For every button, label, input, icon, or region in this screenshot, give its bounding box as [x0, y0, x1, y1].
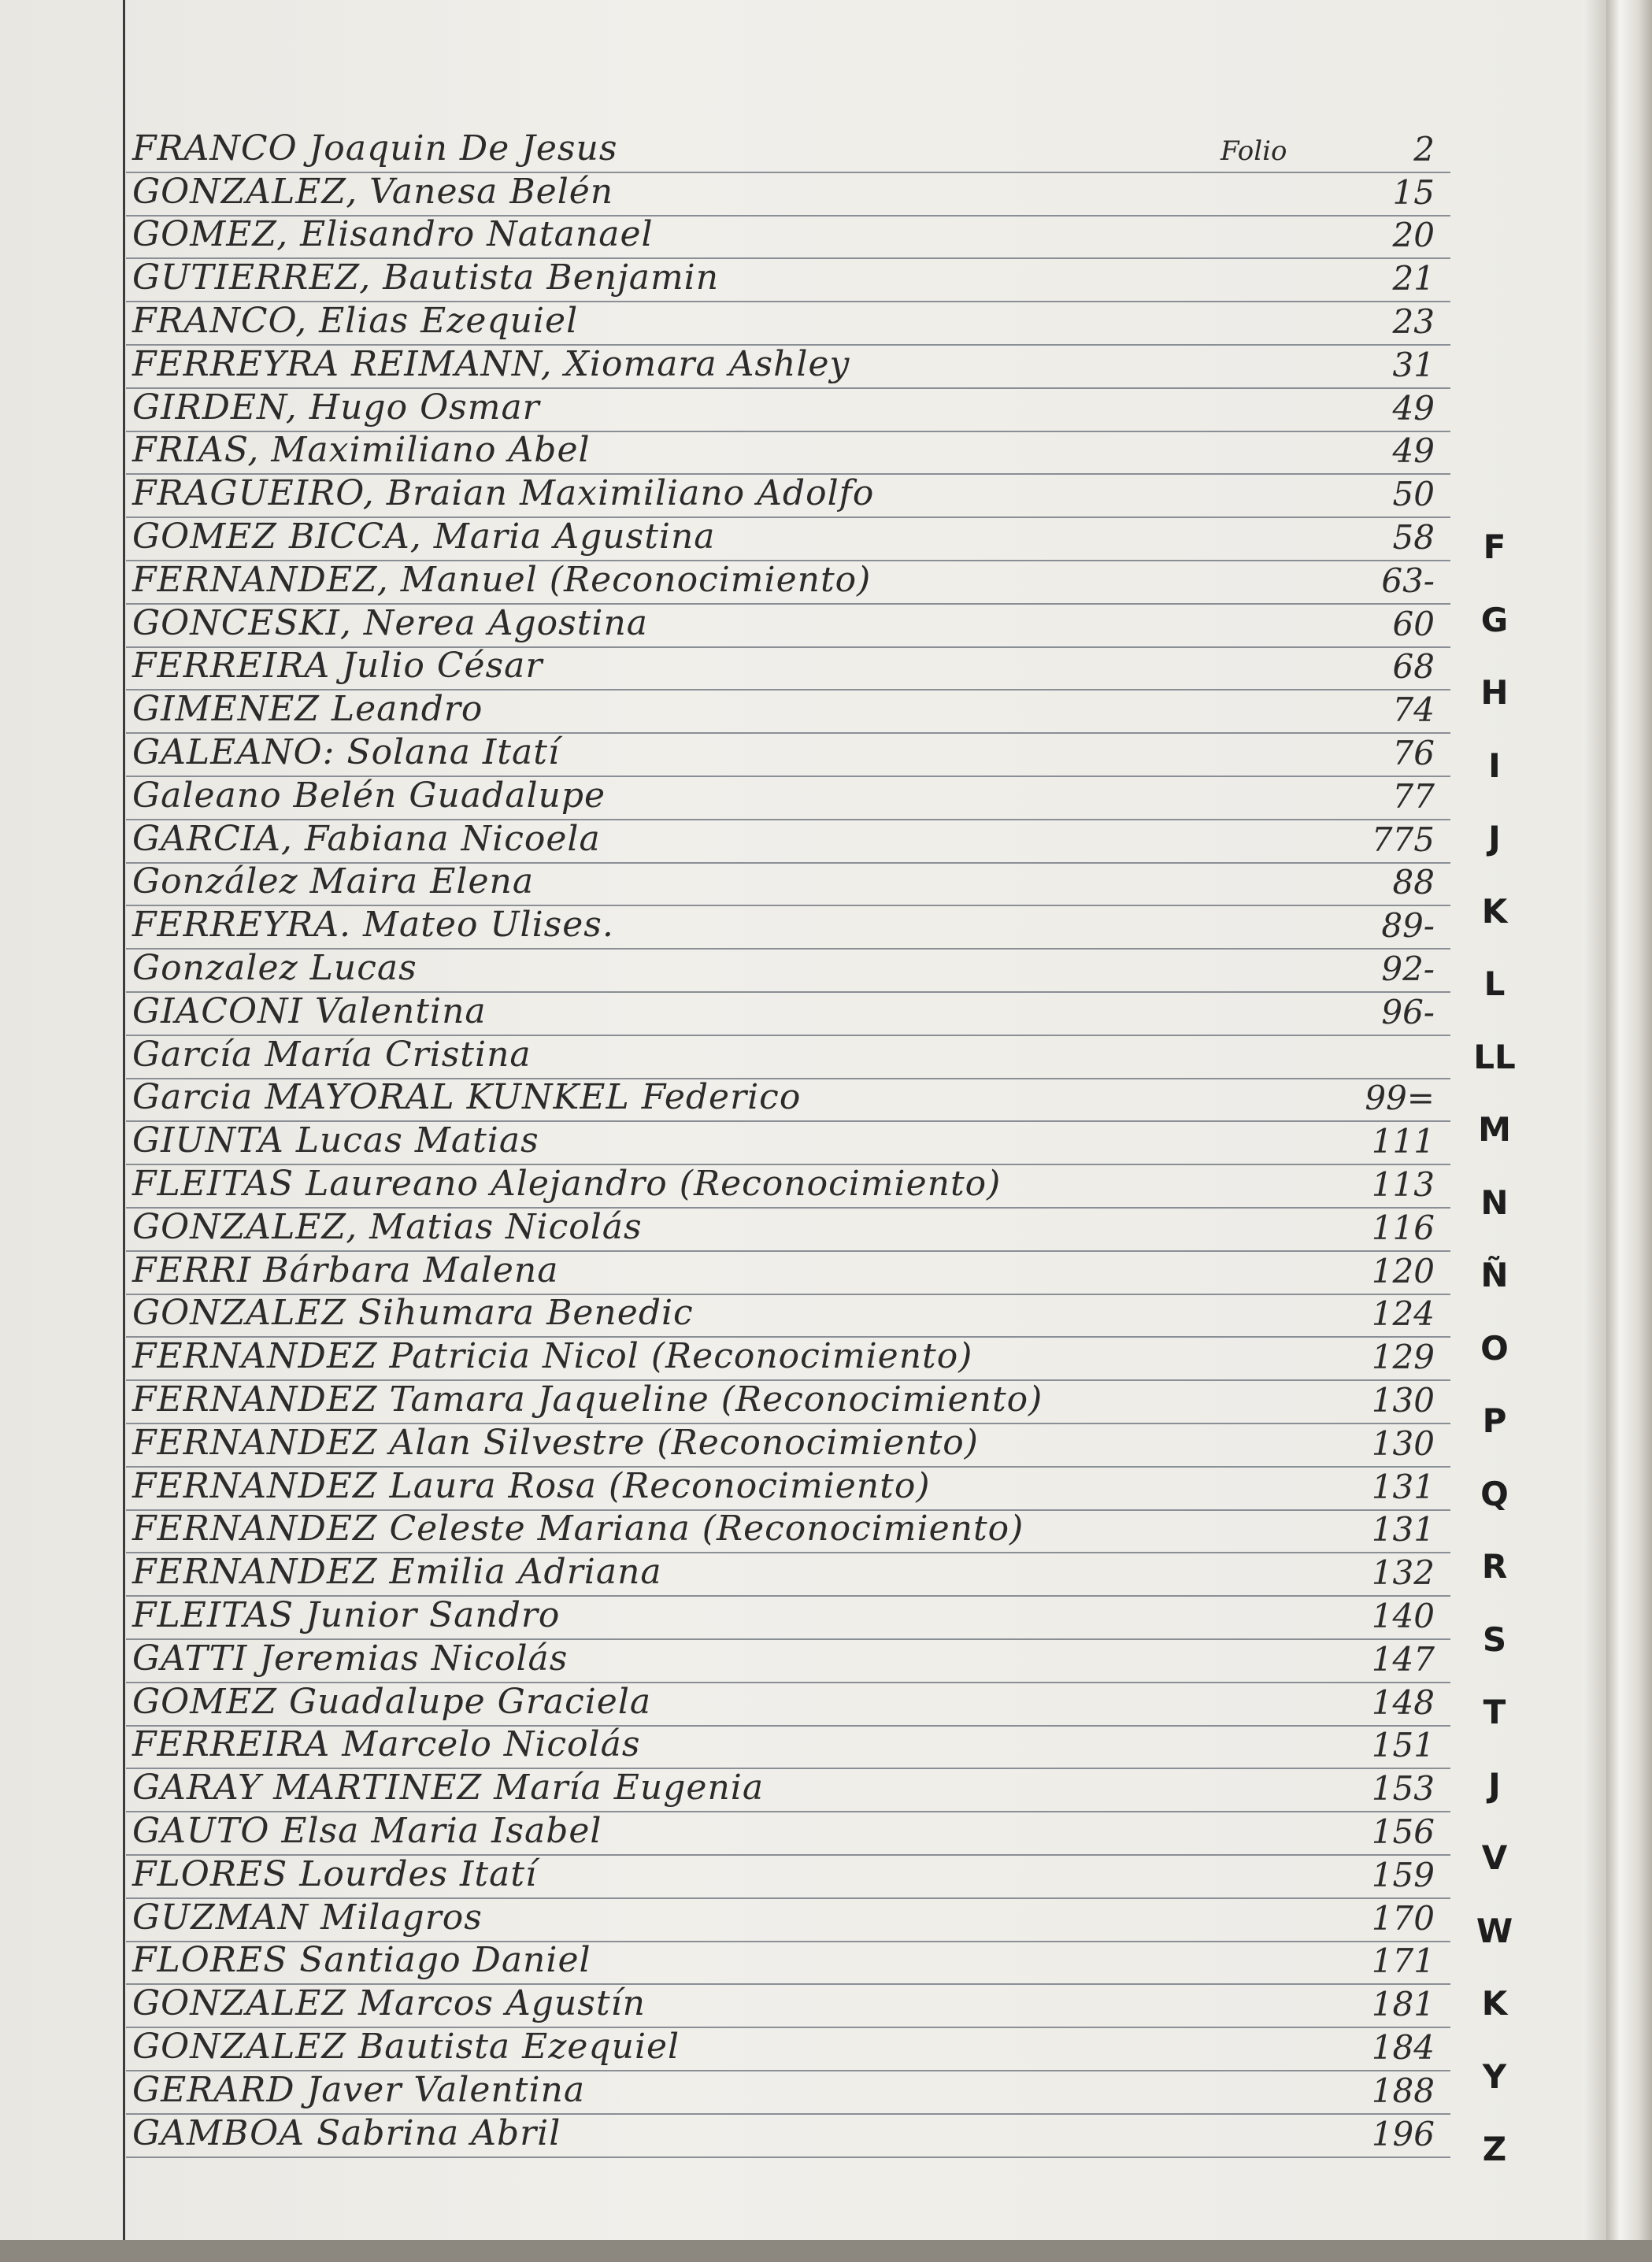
ledger-row [126, 602, 1450, 648]
entry-folio: 23 [1392, 302, 1435, 341]
entry-name: FERRI Bárbara Malena [132, 1249, 559, 1290]
ledger-row [126, 820, 1450, 864]
entry-folio: 77 [1392, 776, 1435, 816]
index-tab[interactable]: J [1488, 819, 1501, 857]
entry-name: GIMENEZ Leandro [132, 689, 483, 730]
ledger-row [126, 432, 1450, 476]
folio-column-label: Folio [1220, 135, 1287, 167]
entry-name: FERNANDEZ Alan Silvestre (Reconocimiento) [132, 1422, 979, 1463]
ledger-row [126, 731, 1450, 777]
entry-folio: 148 [1371, 1683, 1435, 1722]
entry-folio: 171 [1371, 1942, 1435, 1981]
ledger-row [126, 2071, 1450, 2115]
entry-folio: 116 [1371, 1208, 1435, 1247]
entry-name: FRANCO Joaquin De Jesus [132, 128, 618, 168]
entry-folio: 96- [1381, 992, 1435, 1031]
entry-folio: 153 [1371, 1769, 1435, 1808]
entry-folio: 120 [1371, 1251, 1435, 1290]
ledger-row [126, 1640, 1450, 1683]
entry-name: FERREYRA REIMANN, Xiomara Ashley [132, 343, 850, 384]
entry-folio: 88 [1392, 863, 1435, 902]
entry-folio: 184 [1371, 2027, 1435, 2067]
ledger-row [126, 1899, 1450, 1942]
index-tab[interactable]: P [1482, 1401, 1507, 1440]
entry-folio: 151 [1371, 1726, 1435, 1765]
ledger-row [126, 389, 1450, 432]
entry-name: FRAGUEIRO, Braian Maximiliano Adolfo [132, 473, 875, 514]
entry-folio: 132 [1371, 1553, 1435, 1593]
entry-name: FERNANDEZ Celeste Mariana (Reconocimiento) [132, 1509, 1024, 1549]
entry-folio: 49 [1392, 431, 1435, 471]
ledger-row [126, 1036, 1450, 1079]
ledger-row [126, 130, 1450, 173]
ledger-row [126, 1122, 1450, 1165]
ruled-entries [126, 0, 1450, 2262]
entry-name: GONZALEZ Sihumara Benedic [132, 1293, 694, 1334]
entry-name: FERNANDEZ Patricia Nicol (Reconocimiento) [132, 1336, 973, 1377]
ledger-row [126, 1769, 1450, 1812]
entry-folio: 130 [1371, 1423, 1435, 1463]
ledger-row [126, 1511, 1450, 1554]
entry-folio: 50 [1392, 475, 1435, 514]
ledger-row [126, 1985, 1450, 2028]
ledger-row [126, 947, 1450, 993]
index-tab[interactable]: N [1480, 1183, 1509, 1222]
index-tab[interactable]: Q [1480, 1474, 1509, 1513]
entry-name: GOMEZ BICCA, Maria Agustina [132, 516, 716, 557]
entry-name: GONZALEZ, Vanesa Belén [132, 171, 614, 212]
entry-name: GARCIA, Fabiana Nicoela [132, 818, 601, 859]
entry-name: FERREIRA Julio César [132, 646, 543, 687]
ledger-row [126, 777, 1450, 820]
entry-name: FRANCO, Elias Ezequiel [132, 300, 579, 341]
entry-folio: 74 [1392, 690, 1435, 730]
ledger-row [126, 1465, 1450, 1511]
ledger-row [126, 1165, 1450, 1209]
index-tab[interactable]: R [1481, 1547, 1508, 1586]
entry-folio: 68 [1392, 647, 1435, 687]
entry-folio: 170 [1371, 1898, 1435, 1938]
entry-folio: 15 [1392, 172, 1435, 212]
entry-folio: 130 [1371, 1380, 1435, 1420]
ledger-row [126, 343, 1450, 389]
ledger-row [126, 906, 1450, 950]
entry-name: GONZALEZ Marcos Agustín [132, 1983, 646, 2024]
entry-folio: 21 [1392, 259, 1435, 298]
entry-folio: 113 [1371, 1164, 1435, 1204]
entry-name: Garcia MAYORAL KUNKEL Federico [132, 1077, 802, 1118]
ledger-row [126, 648, 1450, 691]
entry-name: FERNANDEZ, Manuel (Reconocimiento) [132, 559, 872, 600]
ledger-row [126, 173, 1450, 217]
entry-name: GARAY MARTINEZ María Eugenia [132, 1768, 765, 1808]
entry-name: Gonzalez Lucas [132, 947, 417, 988]
entry-name: GIRDEN, Hugo Osmar [132, 387, 540, 428]
entry-folio: 147 [1371, 1639, 1435, 1679]
index-tab[interactable]: LL [1473, 1037, 1516, 1076]
ledger-row [126, 1249, 1450, 1295]
entry-name: GIACONI Valentina [132, 990, 487, 1031]
ledger-row [126, 302, 1450, 346]
ledger-row [126, 690, 1450, 734]
ledger-row [126, 1295, 1450, 1338]
entry-name: FLEITAS Laureano Alejandro (Reconocimiento) [132, 1163, 1002, 1204]
entry-name: García María Cristina [132, 1034, 532, 1075]
entry-name: GUZMAN Milagros [132, 1897, 483, 1938]
index-tab[interactable]: O [1480, 1328, 1509, 1368]
entry-name: FLORES Lourdes Itatí [132, 1853, 538, 1894]
entry-name: GAUTO Elsa Maria Isabel [132, 1810, 602, 1851]
entry-name: González Maira Elena [132, 861, 535, 902]
entry-name: Galeano Belén Guadalupe [132, 775, 606, 816]
entry-name: FRIAS, Maximiliano Abel [132, 430, 591, 471]
entry-name: GUTIERREZ, Bautista Benjamin [132, 257, 720, 298]
ledger-row [126, 1724, 1450, 1770]
entry-folio: 196 [1371, 2114, 1435, 2153]
ledger-row [126, 1812, 1450, 1856]
ledger-row [126, 1683, 1450, 1727]
ledger-row [126, 2112, 1450, 2158]
entry-folio: 140 [1371, 1596, 1435, 1635]
entry-folio: 49 [1392, 388, 1435, 428]
entry-folio: 129 [1371, 1338, 1435, 1377]
entry-folio: 31 [1392, 345, 1435, 384]
ledger-row [126, 1338, 1450, 1381]
ledger-row [126, 1206, 1450, 1252]
entry-name: GAMBOA Sabrina Abril [132, 2112, 561, 2153]
index-tab[interactable]: M [1478, 1110, 1511, 1149]
bottom-shadow [0, 2240, 1652, 2262]
ledger-row [126, 561, 1450, 605]
index-tab[interactable]: W [1476, 1911, 1513, 1950]
entry-name: GONZALEZ, Matias Nicolás [132, 1206, 643, 1247]
index-tab[interactable]: F [1483, 528, 1506, 566]
entry-name: GIUNTA Lucas Matias [132, 1120, 539, 1161]
entry-name: GATTI Jeremias Nicolás [132, 1638, 569, 1679]
entry-folio: 76 [1392, 733, 1435, 772]
entry-folio: 20 [1392, 216, 1435, 255]
page-edge [1583, 0, 1606, 2262]
entry-folio: 63- [1381, 561, 1435, 600]
ledger-row [126, 1942, 1450, 1986]
entry-name: FERREYRA. Mateo Ulises. [132, 905, 614, 946]
entry-folio: 2 [1413, 129, 1435, 168]
ledger-row [126, 1553, 1450, 1597]
entry-name: GOMEZ Guadalupe Graciela [132, 1681, 652, 1722]
index-tab[interactable]: Ñ [1480, 1256, 1509, 1294]
entry-name: FERNANDEZ Laura Rosa (Reconocimiento) [132, 1465, 931, 1506]
entry-name: GALEANO: Solana Itatí [132, 731, 560, 772]
index-tab[interactable]: T [1483, 1693, 1506, 1731]
entry-folio: 99= [1365, 1079, 1435, 1118]
entry-name: FERREIRA Marcelo Nicolás [132, 1724, 641, 1765]
ledger-row [126, 990, 1450, 1036]
entry-folio: 159 [1371, 1855, 1435, 1894]
book-binding [1606, 0, 1652, 2262]
entry-name: GONZALEZ Bautista Ezequiel [132, 2026, 680, 2067]
entry-folio: 89- [1381, 906, 1435, 946]
entry-name: FERNANDEZ Emilia Adriana [132, 1552, 662, 1593]
index-tab[interactable]: H [1480, 673, 1509, 712]
ledger-row [126, 2028, 1450, 2071]
entry-folio: 92- [1381, 949, 1435, 988]
entry-name: GONCESKI, Nerea Agostina [132, 602, 649, 643]
entry-name: FLORES Santiago Daniel [132, 1940, 591, 1981]
entry-folio: 111 [1371, 1122, 1435, 1161]
ledger-row [126, 259, 1450, 302]
index-tab[interactable]: K [1481, 891, 1508, 931]
entry-name: GOMEZ, Elisandro Natanael [132, 214, 654, 255]
ledger-row [126, 861, 1450, 907]
entry-folio: 124 [1371, 1294, 1435, 1334]
entry-folio: 58 [1392, 517, 1435, 557]
index-tab[interactable]: I [1488, 746, 1501, 785]
ledger-row [126, 1079, 1450, 1123]
ledger-row [126, 1594, 1450, 1640]
index-tab[interactable]: K [1481, 1984, 1508, 2023]
entry-name: FLEITAS Junior Sandro [132, 1594, 561, 1635]
index-tab[interactable]: J [1488, 1765, 1501, 1805]
index-tab[interactable]: S [1482, 1620, 1507, 1659]
ledger-row [126, 475, 1450, 518]
ledger-row [126, 1853, 1450, 1899]
entry-name: GERARD Javer Valentina [132, 2069, 586, 2110]
index-tab[interactable]: G [1480, 600, 1509, 639]
entry-folio: 775 [1371, 820, 1435, 859]
ledger-row [126, 1381, 1450, 1424]
index-tab[interactable]: V [1481, 1838, 1508, 1877]
entry-folio: 60 [1392, 604, 1435, 643]
index-tab[interactable]: L [1483, 964, 1506, 1003]
ledger-row [126, 214, 1450, 260]
index-tab[interactable]: Z [1482, 2130, 1507, 2168]
entry-folio: 188 [1371, 2071, 1435, 2110]
entry-folio: 131 [1371, 1467, 1435, 1506]
ledger-row [126, 1424, 1450, 1468]
margin-line [123, 0, 125, 2262]
index-tab[interactable]: Y [1482, 2057, 1507, 2096]
entry-name: FERNANDEZ Tamara Jaqueline (Reconocimiento) [132, 1379, 1043, 1420]
entry-folio: 156 [1371, 1812, 1435, 1851]
entry-folio: 181 [1371, 1985, 1435, 2024]
ledger-row [126, 518, 1450, 561]
entry-folio: 131 [1371, 1510, 1435, 1549]
